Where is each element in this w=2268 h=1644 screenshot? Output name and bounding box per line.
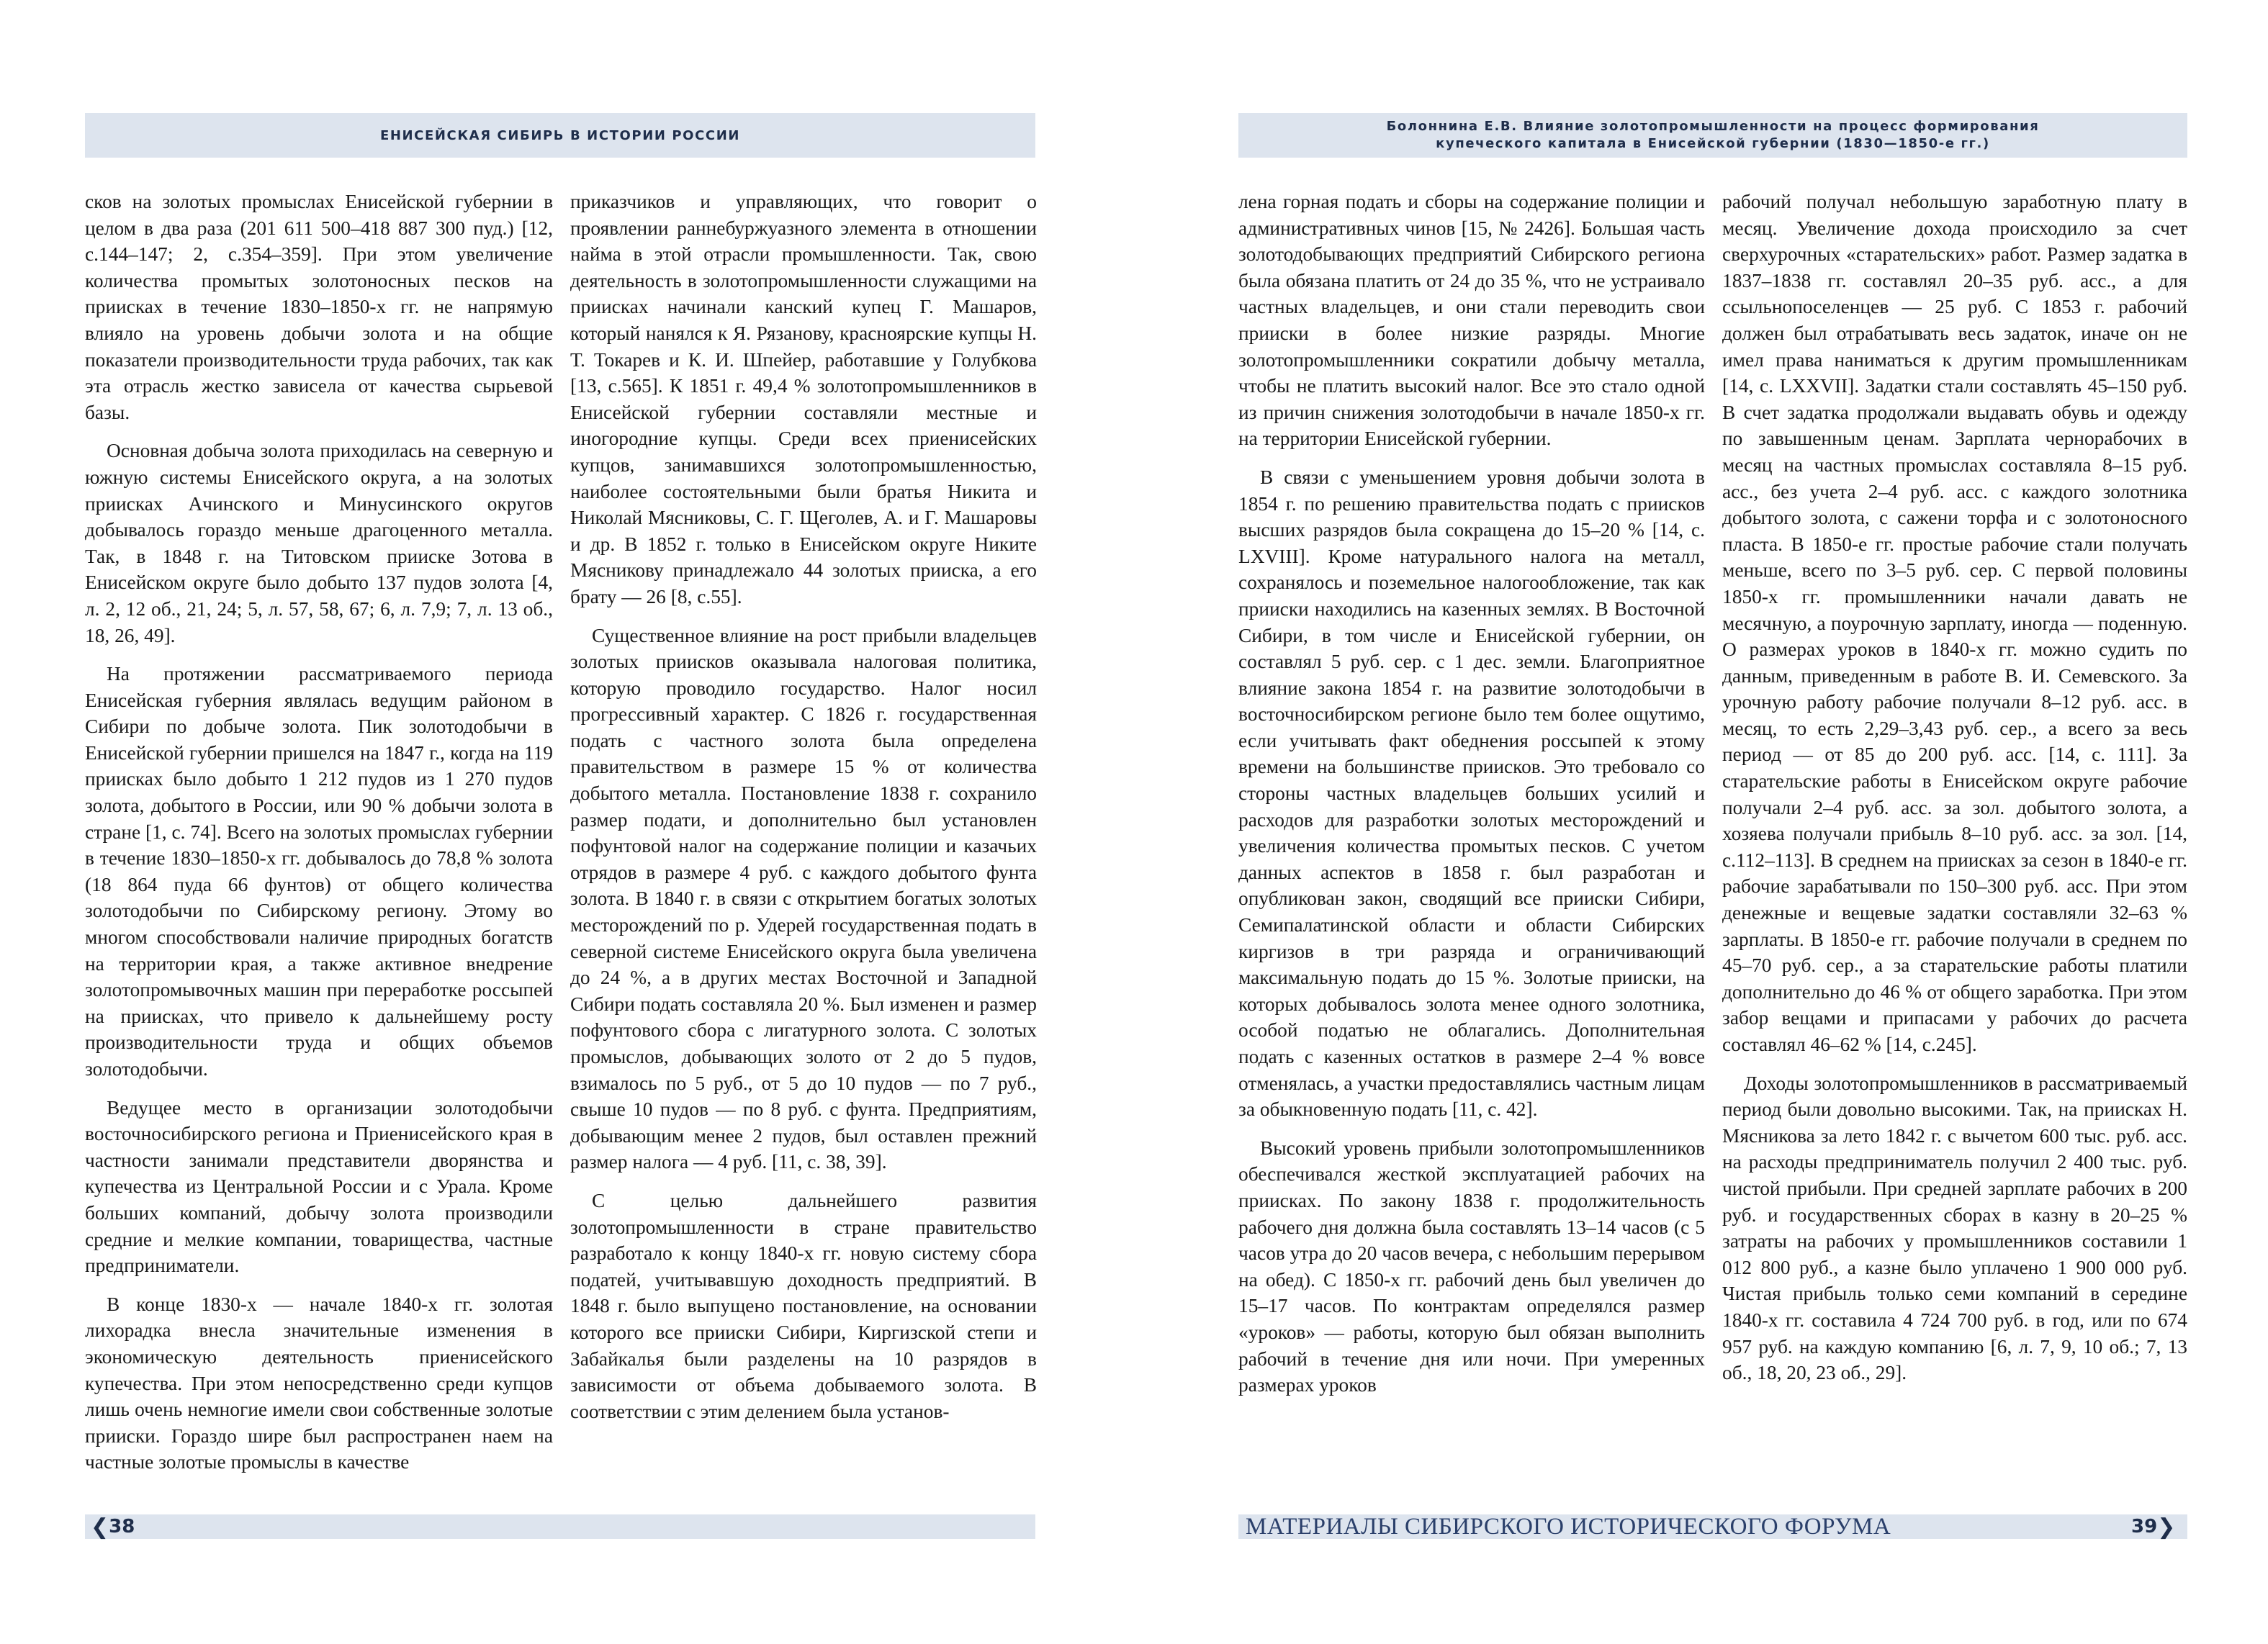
footer-bar-right	[1238, 1514, 2187, 1539]
running-header-left	[85, 113, 1035, 158]
page-number-right	[2131, 1514, 2175, 1539]
paragraph: лена горная подать и сборы на содержание полиции и административных чинов [15, № 2426]. Большая часть золотодобывающих предприятий Сибирского региона была обязана платить от 24 до 35 %, что не устраивало частных владельцев, и они стали переводить свои прииски в более низкие разряды. Многие золотопромышленники сократили добычу металла, чтобы не платить высокий налог. Все это стало одной из причин снижения золотодобычи в начале 1850-х гг. на территории Енисейской губернии.	[1238, 191, 1705, 450]
text-column-3	[1238, 189, 1705, 1506]
paragraph: Ведущее место в организации золотодобычи восточносибирского региона и Приенисейского края в частности занимали представители дворянства и купечества из Центральной России и с Урала. Кроме больших компаний, добычу золота производили средние и мелкие компании, товарищества, частные предприниматели.	[85, 1096, 553, 1277]
page-number-left	[91, 1514, 135, 1539]
paragraph: приказчиков и управляющих, что говорит о проявлении раннебуржуазного элемента в отношении найма в этой отрасли промышленности. Так, свою деятельность в золотопромышленности служащими на приисках начинали канский купец Г. Машаров, который нанялся к Я. Рязанову, красноярские купцы Н. Т. Токарев и К. И. Шпейер, работавшие у Голубкова [13, с.565]. К 1851 г. 49,4 % золотопромышленников в Енисейской губернии составляли местные и иногородние купцы. Среди всех приенисейских купцов, занимавшихся золотопромышленностью, наиболее состоятельными были братья Никита и Николай Мясниковы, С. Г. Щеголев, А. и Г. Машаровы и др. В 1852 г. только в Енисейском округе Никите Мясникову принадлежало 44 золотых прииска, а его брату — 26 [8, с.55].	[570, 191, 1037, 608]
footer-bar-left	[85, 1514, 1035, 1539]
text-column-2	[570, 189, 1037, 1506]
paragraph: С целью дальнейшего развития золотопромышленности в стране правительство разработало к концу 1840-х гг. новую систему сбора податей, учитывавшую доходность предприятий. В 1848 г. было выпущено постановление, на основании которого все прииски Сибири, Киргизской степи и Забайкалья были разделены на 10 разрядов в зависимости от объема добываемого золота. В соответствии с этим делением была установ-	[570, 1189, 1037, 1422]
paragraph: Высокий уровень прибыли золотопромышленников обеспечивался жесткой эксплуатацией рабочих на приисках. По закону 1838 г. продолжительность рабочего дня должна была составлять 13–14 часов (с 5 часов утра до 20 часов вечера, с небольшим перерывом на обед). С 1850-х гг. рабочий день был увеличен до 15–17 часов. По контрактам определялся размер «уроков» — работы, которую был обязан выполнить рабочий в течение дня или ночи. При умеренных размерах уроков	[1238, 1137, 1705, 1396]
text-column-1	[85, 189, 553, 1506]
page-number-left-text: 38	[109, 1516, 135, 1537]
paragraph: Существенное влияние на рост прибыли владельцев золотых приисков оказывала налоговая политика, которую проводило государство. Налог носил прогрессивный характер. С 1826 г. государственная подать с частного золота была определена правительством в размере 15 % от количества добытого металла. Постановление 1838 г. сохранило размер подати, и дополнительно был установлен пофунтовой налог на содержание полиции и казачьих отрядов в размере 4 руб. с каждого добытого фунта золота. В 1840 г. в связи с открытием богатых золотых месторождений по р. Удерей государственная подать в северной системе Енисейского округа была увеличена до 24 %, а в других местах Восточной и Западной Сибири подать составляла 20 %. Был изменен и размер пофунтового сбора с лигатурного золота. С золотых промыслов, добывающих золото от 2 до 5 пудов, взималось по 5 руб., от 5 до 10 пудов — по 7 руб., свыше 10 пудов — по 8 руб. с фунта. Предприятиям, добывающим менее 2 пудов, был оставлен прежний размер налога — 4 руб. [11, с. 38, 39].	[570, 624, 1037, 1173]
paragraph: В связи с уменьшением уровня добычи золота в 1854 г. по решению правительства подать с приисков высших разрядов была сокращена до 15–20 % [14, с. LXVIII]. Кроме натурального налога на металл, сохранялось и поземельное налогообложение, так как прииски находились на казенных землях. В Восточной Сибири, в том числе и Енисейской губернии, он составлял 5 руб. сер. с 1 дес. земли. Благоприятное влияние закона 1854 г. на развитие золотодобычи в восточносибирском регионе было тем более ощутимо, если учитывать факт обеднения россыпей к этому времени на большинстве приисков. Это требовало со стороны частных владельцев больших усилий и расходов для разработки золотых месторождений и увеличения количества промытых песков. С учетом данных аспектов в 1858 г. был разработан и опубликован закон, сводящий все прииски Сибири, Семипалатинской области и области Сибирских киргизов в три разряда и ограничивающий максимальную подать до 15 %. Золотые прииски, на которых добывалось золота менее одного золотника, особой податью не облагались. Дополнительная подать с казенных остатков в размере 2–4 % вовсе отменялась, а участки предоставлялись частным лицам за обыкновенную подать [11, с. 42].	[1238, 466, 1705, 1121]
journal-title: МАТЕРИАЛЫ СИБИРСКОГО ИСТОРИЧЕСКОГО ФОРУМА	[1246, 1513, 1891, 1540]
chevron-left-icon: ❮	[91, 1514, 109, 1540]
paragraph: В конце 1830-х — начале 1840-х гг. золотая лихорадка внесла значительные изменения в экономическую деятельность приенисейского купечества. При этом непосредственно среди купцов лишь очень немногие имели свои собственные золотые прииски. Гораздо шире был распространен наем на частные золотые промыслы в качестве	[85, 1293, 553, 1473]
running-header-left-text: ЕНИСЕЙСКАЯ СИБИРЬ В ИСТОРИИ РОССИИ	[379, 127, 741, 143]
text-column-4	[1722, 189, 2187, 1506]
chevron-right-icon: ❯	[2157, 1514, 2176, 1540]
running-header-right	[1238, 113, 2187, 158]
paragraph: Доходы золотопромышленников в рассматриваемый период были довольно высокими. Так, на приисках Н. Мясникова за лето 1842 г. с вычетом 600 тыс. руб. асс. на расходы предприниматель получил 2 400 тыс. руб. чистой прибыли. При средней зарплате рабочих в 200 руб. и государственных сборах в казну в 20–25 % затраты на рабочих у промышленников составили 1 012 800 руб., а казне было уплачено 1 900 000 руб. Чистая прибыль только семи компаний в середине 1840-х гг. составила 4 724 700 руб. в год, или по 674 957 руб. на каждую компанию [6, л. 7, 9, 10 об.; 7, 13 об., 18, 20, 23 об., 29].	[1722, 1072, 2187, 1384]
paragraph: рабочий получал небольшую заработную плату в месяц. Увеличение дохода происходило за счет сверхурочных «старательских» работ. Размер задатка в 1837–1838 гг. составлял 20–35 руб. асс., а для ссыльнопоселенцев — 25 руб. С 1853 г. рабочий должен был отрабатывать весь задаток, иначе он не имел права наниматься к другим промышленникам [14, с. LXXVII]. Задатки стали составлять 45–150 руб. В счет задатка продолжали выдавать обувь и одежду по завышенным ценам. Зарплата чернорабочих в месяц на частных промыслах составляла 8–15 руб. асс., без учета 2–4 руб. асс. с каждого золотника добытого золота, с сажени торфа и с золотоносного пласта. В 1850-е гг. простые рабочие стали получать меньше, всего по 3–5 руб. сер. С первой половины 1850-х гг. промышленники начали давать не месячную, а поурочную зарплату, иногда — поденную. О размерах уроков в 1840-х гг. можно судить по данным, приведенным в работе В. И. Семевского. За урочную работу рабочие получали 8–12 руб. асс. в месяц, то есть 2,29–3,43 руб. сер., а всего за весь период — от 85 до 200 руб. асс. [14, с. 111]. За старательские работы в Енисейском округе рабочие получали 2–4 руб. асс. за зол. добытого золота, а хозяева получали прибыль 8–10 руб. асс. за зол. [14, с.112–113]. В среднем на приисках за сезон в 1840-е гг. рабочие зарабатывали по 150–300 руб. асс. При этом денежные и вещевые задатки составляли 32–63 % зарплаты. В 1850-е гг. рабочие получали в среднем по 45–70 руб. сер., а за старательские работы платили дополнительно до 46 % от общего заработка. При этом забор вещами и припасами у рабочих до расчета составлял 46–62 % [14, с.245].	[1722, 191, 2187, 1055]
running-header-right-line2: купеческого капитала в Енисейской губернии (1830—1850-е гг.)	[1436, 136, 1990, 151]
running-header-right-line1: Болоннина Е.В. Влияние золотопромышленности на процесс формирования	[1386, 119, 2040, 134]
paragraph: На протяжении рассматриваемого периода Енисейская губерния являлась ведущим районом в Сибири по добыче золота. Пик золотодобычи в Енисейской губернии пришелся на 1847 г., когда на 119 приисках было добыто 1 212 пудов из 1 270 пудов золота, добытого в России, или 90 % добычи золота в стране [1, с. 74]. Всего на золотых промыслах губернии в течение 1830–1850-х гг. добывалось до 78,8 % золота (18 864 пуда 66 фунтов) от общего количества золотодобычи по Сибирскому региону. Этому во многом способствовали наличие природных богатств на территории края, а также активное внедрение золотопромывочных машин при переработке россыпей на приисках, что привело к дальнейшему росту производительности труда и общих объемов золотодобычи.	[85, 663, 553, 1080]
paragraph: сков на золотых промыслах Енисейской губернии в целом в два раза (201 611 500–418 887 300 пуд.) [12, с.144–147; 2, с.354–359]. При этом увеличение количества промытых золотоносных песков на приисках в течение 1830–1850-х гг. не напрямую влияло на уровень добычи золота и на общие показатели производительности труда рабочих, так как эта отрасль жестко зависела от качества сырьевой базы.	[85, 191, 553, 423]
page-number-right-text: 39	[2131, 1516, 2158, 1537]
paragraph: Основная добыча золота приходилась на северную и южную системы Енисейского округа, а на золотых приисках Ачинского и Минусинского округов добывалось гораздо меньше драгоценного металла. Так, в 1848 г. на Титовском прииске Зотова в Енисейском округе было добыто 137 пудов золота [4, л. 2, 12 об., 21, 24; 5, л. 57, 58, 67; 6, л. 7,9; 7, л. 13 об., 18, 26, 49].	[85, 440, 553, 646]
